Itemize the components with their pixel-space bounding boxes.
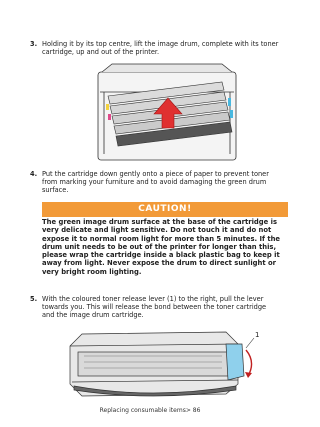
step-3: [30, 40, 280, 57]
step-5: [30, 295, 280, 320]
callout-label: 1: [255, 331, 260, 339]
slot-marker-magenta: [108, 114, 111, 120]
step-number: 5.: [30, 295, 38, 303]
step-text: Holding it by its top centre, lift the image drum, complete with its toner cartridge, up and out of the printer.: [42, 40, 279, 57]
slot-marker-cyan-2: [230, 110, 233, 118]
caution-heading: CAUTION!: [42, 202, 288, 217]
step-number: 4.: [30, 170, 38, 178]
toner-release-lever: [226, 344, 244, 380]
curved-arrow-icon: [246, 350, 252, 376]
slot-marker-cyan-1: [228, 98, 231, 106]
step-4: [30, 170, 280, 195]
printer-illustration: [92, 62, 242, 164]
slot-marker-yellow: [106, 104, 109, 110]
step-number: 3.: [30, 40, 38, 48]
drum-cartridge-illustration: [62, 326, 262, 400]
caution-text: The green image drum surface at the base of the cartridge is very delicate and light sensitive. Do not touch it and do not expose it to normal room light for more than 5 minutes. If the drum unit needs to be out of the printer for longer than this, please wrap the cartridge inside a black plastic bag to keep it away from light. Never expose the drum to direct sunlight or very bright room lighting.: [42, 218, 281, 276]
step-text: With the coloured toner release lever (1) to the right, pull the lever towards you. This will release the bond between the toner cartridge and the image drum cartridge.: [42, 295, 267, 320]
page-footer: Replacing consumable items> 86: [99, 407, 201, 414]
step-text: Put the cartridge down gently onto a piece of paper to prevent toner from marking your furniture and to avoid damaging the green drum surface.: [42, 170, 269, 195]
